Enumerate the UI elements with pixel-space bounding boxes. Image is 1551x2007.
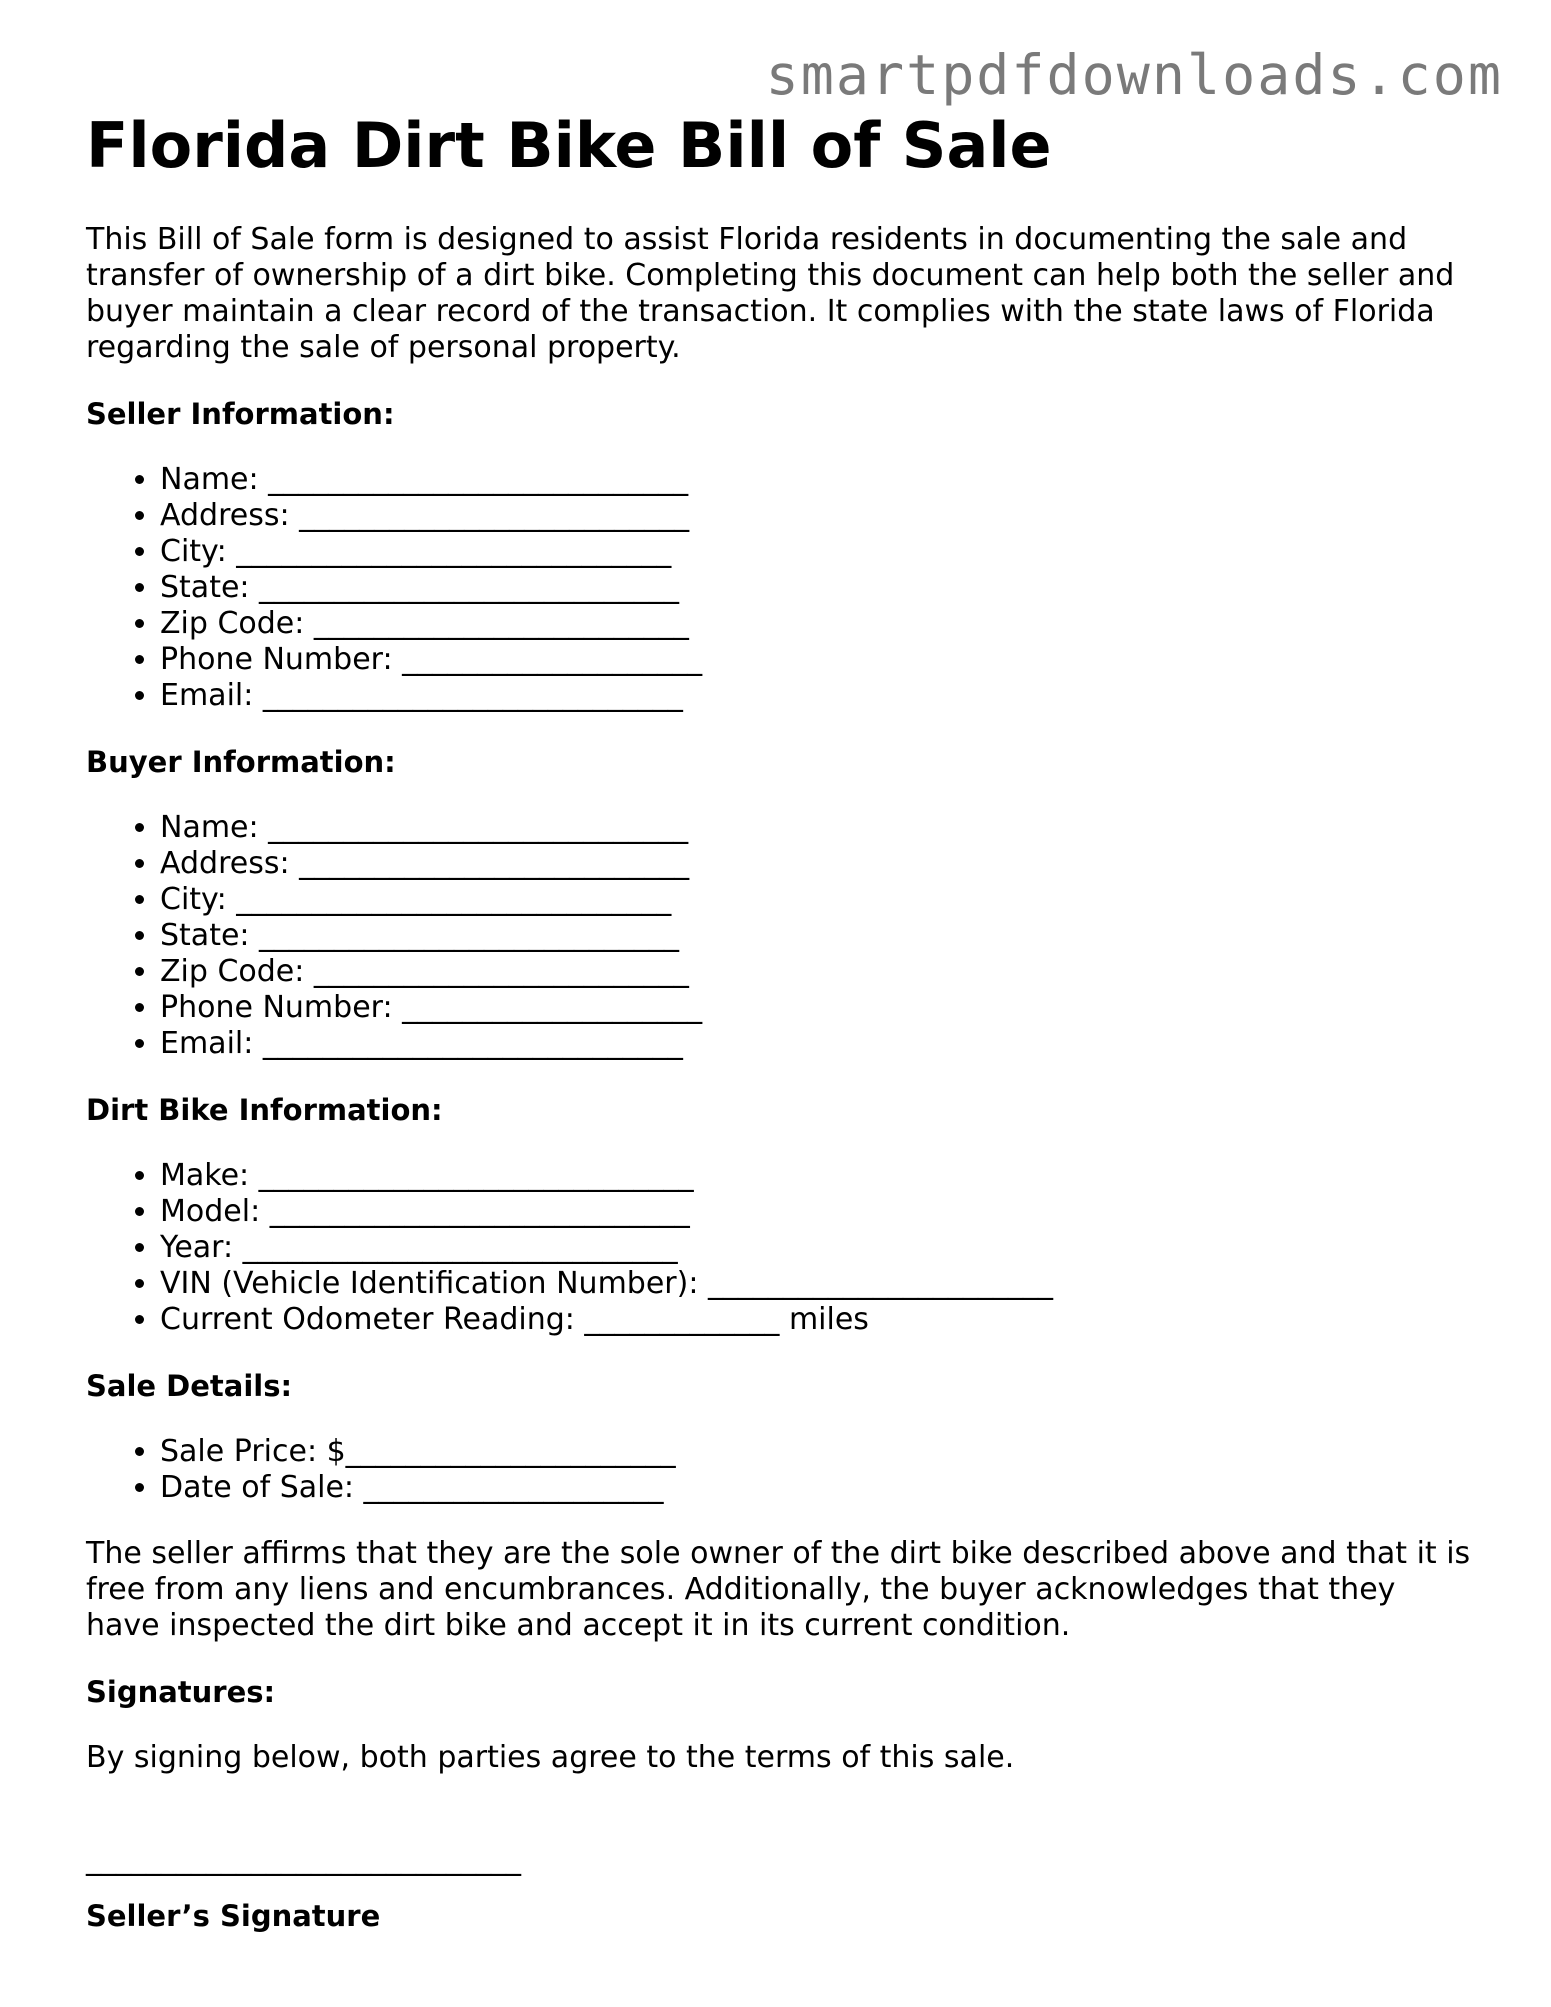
bike-vin-field: • VIN (Vehicle Identification Number): _______________________ [160,1266,1476,1302]
sale-price-field: • Sale Price: $______________________ [160,1434,1476,1470]
sale-field-list [86,1434,1476,1506]
watermark: smartpdfdownloads.com [765,43,1503,107]
bike-odometer-field: • Current Odometer Reading: _____________ miles [160,1302,1476,1338]
seller-address-field: • Address: __________________________ [160,498,1476,534]
buyer-email-field: • Email: ____________________________ [160,1026,1476,1062]
seller-field-list [86,462,1476,714]
buyer-phone-field: • Phone Number: ____________________ [160,990,1476,1026]
affirmation-paragraph: The seller affirms that they are the sole owner of the dirt bike described above and that it is free from any liens and encumbrances. Additionally, the buyer acknowledges that they have inspected the dirt bike and accept it in its current condition. [86,1536,1471,1643]
buyer-zip-field: • Zip Code: _________________________ [160,954,1476,990]
buyer-field-list [86,810,1476,1062]
intro-paragraph: This Bill of Sale form is designed to assist Florida residents in documenting the sale and transfer of ownership of a dirt bike. Completing this document can help both the seller and buyer maintain a clear record of the transaction. It complies with the state laws of Florida regarding the sale of personal property. [86,222,1455,365]
buyer-city-field: • City: _____________________________ [160,882,1476,918]
seller-signature-line: _____________________________ [86,1842,521,1877]
buyer-name-field: • Name: ____________________________ [160,810,1476,846]
bike-model-field: • Model: ____________________________ [160,1194,1476,1230]
signatures-heading: Signatures: [86,1675,276,1709]
signature-spacer [86,1776,1476,1812]
seller-name-field: • Name: ____________________________ [160,462,1476,498]
document-page [86,108,1476,1934]
sale-date-field: • Date of Sale: ____________________ [160,1470,1476,1506]
seller-heading: Seller Information: [86,397,395,431]
document-title: Florida Dirt Bike Bill of Sale [86,109,1052,182]
buyer-address-field: • Address: __________________________ [160,846,1476,882]
seller-state-field: • State: ____________________________ [160,570,1476,606]
seller-signature-label: Seller’s Signature [86,1899,381,1933]
signatures-statement: By signing below, both parties agree to the terms of this sale. [86,1740,1015,1775]
seller-zip-field: • Zip Code: _________________________ [160,606,1476,642]
seller-city-field: • City: _____________________________ [160,534,1476,570]
sale-heading: Sale Details: [86,1369,293,1403]
bike-field-list [86,1158,1476,1338]
bike-year-field: • Year: _____________________________ [160,1230,1476,1266]
seller-phone-field: • Phone Number: ____________________ [160,642,1476,678]
bike-heading: Dirt Bike Information: [86,1093,443,1127]
seller-email-field: • Email: ____________________________ [160,678,1476,714]
bike-make-field: • Make: _____________________________ [160,1158,1476,1194]
buyer-state-field: • State: ____________________________ [160,918,1476,954]
buyer-heading: Buyer Information: [86,745,396,779]
